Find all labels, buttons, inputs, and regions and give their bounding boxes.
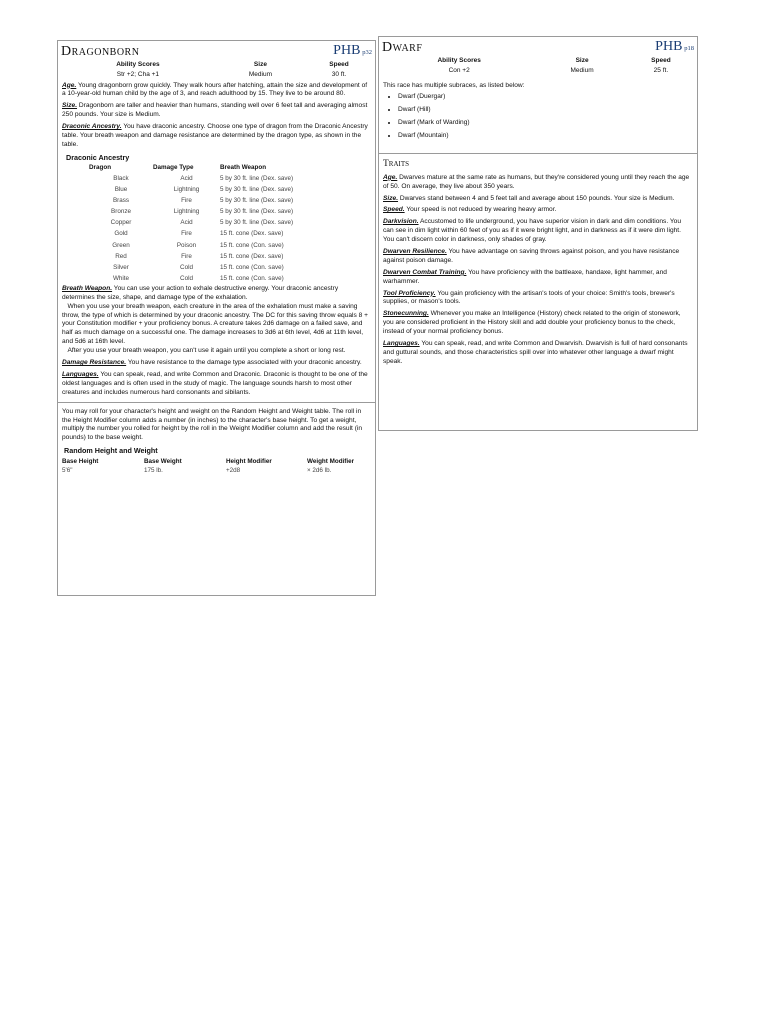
ancestry-cell-breath: 5 by 30 ft. line (Dex. save) [220, 174, 294, 182]
trait-label: Dwarven Resilience. [383, 248, 447, 256]
trait-label: Dwarven Combat Training. [383, 268, 467, 276]
trait-text: You can speak, read, and write Common and Draconic. Draconic is thought to be one of the oldest languages and is often used in the study of magic. The language sounds harsh to most other creatures and includes numerous hard consonants and sibilants. [62, 370, 368, 396]
trait-text: Your speed is not reduced by wearing heavy armor. [404, 206, 557, 214]
hw-header-height-mod: Height Modifier [226, 457, 272, 465]
ancestry-cell-damage: Acid [180, 219, 193, 227]
trait-text: You have draconic ancestry. Choose one type of dragon from the Draconic Ancestry table. Your breath weapon and damage resistance are determined by the dragon type, as shown in the table. [62, 123, 368, 148]
trait-text: You can use your action to exhale destructive energy. Your draconic ancestry determines the size, shape, and damage type of the exhalation. [62, 284, 339, 301]
trait-text: Young dragonborn grow quickly. They walk hours after hatching, attain the size and development of a 10-year-old human child by the age of 3, and reach adulthood by 15. They live to be around 80. [62, 81, 368, 98]
trait-damage-resistance [62, 359, 371, 368]
trait-label: Damage Resistance. [62, 359, 127, 367]
dragonborn-body [58, 82, 375, 398]
trait-label: Tool Proficiency. [383, 289, 436, 297]
ancestry-cell-breath: 5 by 30 ft. line (Dex. save) [220, 208, 294, 216]
dwarf-traits [379, 174, 697, 367]
dwarf-title: Dwarf [382, 40, 423, 55]
hw-table-title: Random Height and Weight [64, 446, 158, 456]
height-weight-table [62, 458, 371, 477]
ancestry-header-breath: Breath Weapon [220, 164, 267, 172]
source-book[interactable]: PHB [655, 39, 683, 54]
ancestry-row [89, 229, 340, 240]
dragonborn-header [58, 41, 375, 61]
trait-label: Size. [62, 102, 78, 110]
subrace-list [383, 93, 693, 141]
source-book[interactable]: PHB [333, 43, 361, 58]
trait-tool-proficiency [383, 290, 693, 308]
trait-breath-weapon [62, 285, 371, 356]
trait-label: Age. [62, 81, 77, 89]
dwarf-stats-table [379, 57, 697, 78]
hw-base-height: 5'6" [62, 467, 73, 475]
trait-draconic-ancestry [62, 123, 371, 150]
ancestry-cell-dragon: Bronze [111, 208, 131, 216]
ancestry-table-body [89, 174, 340, 285]
trait-size [383, 195, 693, 204]
ancestry-cell-damage: Acid [180, 174, 193, 182]
breath-paragraph-3: After you use your breath weapon, you can't use it again until you complete a short or long rest. [67, 347, 346, 355]
ancestry-cell-dragon: Silver [113, 263, 129, 271]
ancestry-cell-damage: Cold [180, 263, 193, 271]
source-page[interactable]: p32 [362, 49, 372, 56]
ancestry-cell-breath: 15 ft. cone (Con. save) [220, 274, 284, 282]
stats-size-value: Medium [570, 66, 594, 74]
stats-header-ability: Ability Scores [437, 57, 481, 64]
stats-ability-value: Con +2 [448, 66, 470, 74]
trait-label: Languages. [383, 340, 420, 348]
ancestry-cell-dragon: Red [115, 252, 127, 260]
stats-ability-value: Str +2; Cha +1 [116, 70, 160, 78]
dragonborn-title: Dragonborn [61, 44, 140, 59]
trait-text: Dwarves stand between 4 and 5 feet tall and average about 150 pounds. Your size is Medium. [398, 194, 675, 202]
trait-label: Breath Weapon. [62, 284, 113, 292]
stats-header-size: Size [575, 57, 589, 64]
dragonborn-stats-table [58, 61, 375, 82]
ancestry-cell-breath: 15 ft. cone (Dex. save) [220, 252, 284, 260]
ancestry-header-dragon: Dragon [89, 164, 112, 172]
subrace-item[interactable]: • Dwarf (Mountain) [398, 132, 693, 141]
trait-label: Languages. [62, 370, 99, 378]
trait-text: Dwarves mature at the same rate as humans, but they're considered young until they reach the age of 50. On average, they live about 350 years. [383, 173, 690, 190]
subraces-intro: This race has multiple subraces, as listed below: [383, 81, 525, 89]
trait-combat-training [383, 269, 693, 287]
ancestry-cell-damage: Fire [181, 252, 192, 260]
trait-dwarven-resilience [383, 248, 693, 266]
height-weight-text: You may roll for your character's height and weight on the Random Height and Weight table. The roll in the Height Modifier column adds a number (in inches) to the character's base height. To get a weight, multiply the number you rolled for height by the roll in the Weight Modifier column and add the result (in pounds) to the base weight. [62, 407, 363, 442]
trait-size [62, 102, 371, 120]
ancestry-cell-dragon: Black [113, 174, 129, 182]
trait-text: You have resistance to the damage type associated with your draconic ancestry. [126, 359, 362, 367]
ancestry-row [89, 252, 340, 263]
trait-text: Whenever you make an Intelligence (History) check related to the origin of stonework, you are considered proficient in the History skill and add double your proficiency bonus to the check, instead of your normal proficiency bonus. [383, 310, 681, 336]
hw-weight-mod: × 2d6 lb. [307, 467, 332, 475]
hw-header-base-height: Base Height [62, 457, 99, 465]
trait-text: You gain proficiency with the artisan's tools of your choice: Smith's tools, brewer's supplies, or mason's tools. [383, 289, 675, 306]
hw-header-weight-mod: Weight Modifier [307, 457, 355, 465]
trait-label: Size. [383, 194, 399, 202]
ancestry-cell-breath: 15 ft. cone (Con. save) [220, 263, 284, 271]
breath-paragraph-2: When you use your breath weapon, each creature in the area of the exhalation must make a saving throw, the type of which is determined by your draconic ancestry. The DC for this saving throw equals 8 + your Constitution modifier + your proficiency bonus. A creature takes 2d6 damage on a failed save, and half as much damage on a successful one. The damage increases to 3d6 at 6th level, 4d6 at 11th level, and 5d6 at 16th level. [62, 302, 368, 346]
trait-stonecunning [383, 310, 693, 337]
trait-speed [383, 206, 693, 215]
section-divider [379, 153, 697, 154]
ancestry-row [89, 196, 340, 207]
ancestry-cell-breath: 5 by 30 ft. line (Dex. save) [220, 219, 294, 227]
traits-title: Traits [383, 158, 410, 169]
section-divider [58, 402, 375, 403]
ancestry-cell-damage: Lightning [173, 186, 200, 194]
source-page[interactable]: p18 [684, 45, 694, 52]
ancestry-row [89, 263, 340, 274]
stats-header-size: Size [253, 61, 267, 68]
trait-age [62, 82, 371, 100]
height-weight-section [58, 408, 375, 477]
ancestry-cell-dragon: Green [112, 241, 130, 249]
trait-label: Speed. [383, 206, 405, 214]
ancestry-row [89, 241, 340, 252]
ancestry-cell-damage: Poison [176, 241, 197, 249]
dragonborn-source[interactable] [333, 42, 372, 61]
ancestry-cell-breath: 5 by 30 ft. line (Dex. save) [220, 197, 294, 205]
stats-header-speed: Speed [329, 61, 349, 68]
ancestry-cell-damage: Lightning [173, 208, 200, 216]
stats-header-speed: Speed [651, 57, 671, 64]
ancestry-row [89, 207, 340, 218]
dwarf-source[interactable] [655, 38, 694, 57]
ancestry-cell-dragon: Blue [114, 186, 128, 194]
ancestry-cell-dragon: White [112, 274, 130, 282]
trait-label: Draconic Ancestry. [62, 123, 122, 131]
trait-languages [383, 340, 693, 367]
ancestry-cell-breath: 15 ft. cone (Dex. save) [220, 230, 284, 238]
ancestry-cell-damage: Cold [180, 274, 193, 282]
ancestry-cell-dragon: Gold [114, 230, 128, 238]
ancestry-row [89, 218, 340, 229]
ancestry-row [89, 274, 340, 285]
ancestry-cell-breath: 5 by 30 ft. line (Dex. save) [220, 186, 294, 194]
trait-age [383, 174, 693, 192]
ancestry-cell-dragon: Copper [110, 219, 132, 227]
dwarf-card [378, 36, 698, 431]
subrace-item[interactable]: • Dwarf (Mark of Warding) [398, 119, 693, 128]
trait-text: Dragonborn are taller and heavier than humans, standing well over 6 feet tall and averaging almost 250 pounds. Your size is Medium. [62, 102, 368, 119]
stats-speed-value: 30 ft. [331, 70, 347, 78]
ancestry-header-damage: Damage Type [153, 164, 194, 172]
dragonborn-card [57, 40, 376, 596]
ancestry-row [89, 174, 340, 185]
ancestry-table-title: Draconic Ancestry [66, 152, 130, 162]
ancestry-cell-dragon: Brass [112, 197, 130, 205]
trait-text: You have advantage on saving throws against poison, and you have resistance against poison damage. [383, 248, 680, 264]
dwarf-subraces-section [379, 82, 697, 141]
hw-height-mod: +2d8 [226, 467, 241, 475]
stats-size-value: Medium [248, 70, 272, 78]
ancestry-cell-damage: Fire [181, 197, 192, 205]
trait-label: Darkvision. [383, 218, 419, 226]
ancestry-row [89, 185, 340, 196]
trait-darkvision [383, 218, 693, 245]
subrace-item[interactable]: • Dwarf (Hill) [398, 106, 693, 115]
ancestry-table [89, 164, 340, 284]
stats-header-ability: Ability Scores [116, 61, 160, 68]
trait-languages [62, 371, 371, 398]
trait-label: Age. [383, 173, 398, 181]
dwarf-header [379, 37, 697, 57]
hw-header-base-weight: Base Weight [144, 457, 182, 465]
trait-text: You have proficiency with the battleaxe, handaxe, light hammer, and warhammer. [383, 268, 667, 285]
ancestry-cell-damage: Fire [181, 230, 192, 238]
stats-speed-value: 25 ft. [653, 66, 669, 74]
trait-label: Stonecunning. [383, 310, 429, 318]
trait-text: Accustomed to life underground, you have superior vision in dark and dim conditions. You can see in dim light within 60 feet of you as if it were bright light, and in darkness as if it were dim light. You can't discern color in darkness, only shades of gray. [383, 218, 682, 244]
trait-text: You can speak, read, and write Common and Dwarvish. Dwarvish is full of hard consonants and guttural sounds, and those characteristics spill over into whatever other language a dwarf might speak. [383, 340, 688, 365]
ancestry-cell-breath: 15 ft. cone (Con. save) [220, 241, 284, 249]
subrace-item[interactable]: • Dwarf (Duergar) [398, 93, 693, 102]
hw-base-weight: 175 lb. [144, 467, 163, 475]
